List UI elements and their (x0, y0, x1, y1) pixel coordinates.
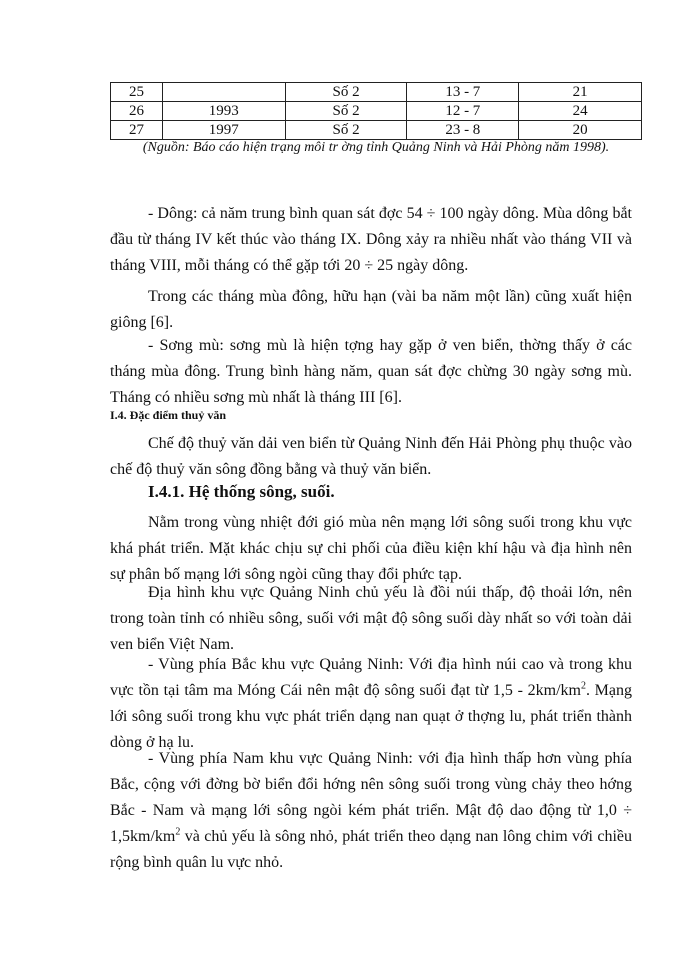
table-cell: 12 - 7 (407, 102, 519, 121)
north-text-b: . Mạng lới sông suối trong khu vực phát triển dạng nan quạt ở thợng lu, phát triển thành dòng ở hạ lu. (110, 682, 633, 751)
subsection-heading-rivers: I.4.1. Hệ thống sông, suối. (148, 482, 335, 501)
north-text-a: - Vùng phía Bắc khu vực Quảng Ninh: Với địa hình núi cao và trong khu vực tồn tại tâm ma Móng Cái nên mật độ sông suối đạt từ 1,5 - 2km/km (110, 656, 632, 699)
table-cell: Số 2 (285, 83, 407, 102)
paragraph-river-network: Nằm trong vùng nhiệt đới gió mùa nên mạng lới sông suối trong khu vực khá phát triển. Mặt khác chịu sự chi phối của điều kiện khí hậu và địa hình nên sự phân bố mạng lới sông ngòi cũng thay đổi phức tạp. (110, 514, 632, 583)
table-cell: 1993 (162, 102, 285, 121)
table-cell: Số 2 (285, 121, 407, 140)
south-text-b: và chủ yếu là sông nhỏ, phát triển theo dạng nan lông chim với chiều rộng bình quân lu vực nhỏ. (110, 828, 632, 871)
table-cell: Số 2 (285, 102, 407, 121)
table-row (111, 102, 642, 121)
table-cell: 13 - 7 (407, 83, 519, 102)
north-superscript: 2 (580, 680, 586, 692)
paragraph-terrain: Địa hình khu vực Quảng Ninh chủ yếu là đồi núi thấp, độ thoải lớn, nên trong toàn tỉnh có nhiều sông, suối với mật độ sông suối dày nhất so với toàn dải ven biển Việt Nam. (110, 584, 632, 653)
table-cell: 27 (111, 121, 163, 140)
table-cell: 1997 (162, 121, 285, 140)
table-cell: 26 (111, 102, 163, 121)
paragraph-hydrology-intro: Chế độ thuỷ văn dải ven biển từ Quảng Ninh đến Hải Phòng phụ thuộc vào chế độ thuỷ văn sông đồng bằng và thuỷ văn biển. (110, 435, 632, 478)
paragraph-hail: Trong các tháng mùa đông, hữu hạn (vài ba năm một lần) cũng xuất hiện giông [6]. (110, 288, 632, 331)
table-cell: 21 (519, 83, 642, 102)
section-heading-hydrology: I.4. Đặc điểm thuỷ văn (110, 408, 227, 422)
table-cell: 25 (111, 83, 163, 102)
paragraph-thunderstorm: - Dông: cả năm trung bình quan sát đợc 54 ÷ 100 ngày dông. Mùa dông bắt đầu từ tháng IV kết thúc vào tháng IX. Dông xảy ra nhiều nhất vào tháng VII và tháng VIII, mỗi tháng có thể gặp tới 20 ÷ 25 ngày dông. (110, 205, 632, 274)
paragraph-fog: - Sơng mù: sơng mù là hiện tợng hay gặp ở ven biển, thờng thấy ở các tháng mùa đông. Trung bình hàng năm, quan sát đợc chừng 30 ngày sơng mù. Tháng có nhiều sơng mù nhất là tháng III [6]. (110, 337, 632, 406)
paragraph-north-region (110, 652, 632, 756)
table-source-note: (Nguồn: Báo cáo hiện trạng môi tr ờng tỉnh Quảng Ninh và Hải Phòng năm 1998). (142, 140, 610, 155)
south-text-a: - Vùng phía Nam khu vực Quảng Ninh: với địa hình thấp hơn vùng phía Bắc, cộng với đờng bờ biển đổi hớng nên sông suối trong vùng chảy theo hớng Bắc - Nam và mạng lới sông ngòi kém phát triển. Mật độ dao động từ 1,0 ÷ 1,5km/km (110, 750, 632, 845)
paragraph-south-region (110, 746, 632, 876)
table-row (111, 83, 642, 102)
data-table (110, 82, 642, 140)
table-cell: 24 (519, 102, 642, 121)
table-row (111, 121, 642, 140)
table-cell (162, 83, 285, 102)
table-cell: 20 (519, 121, 642, 140)
table-cell: 23 - 8 (407, 121, 519, 140)
south-superscript: 2 (175, 826, 181, 838)
